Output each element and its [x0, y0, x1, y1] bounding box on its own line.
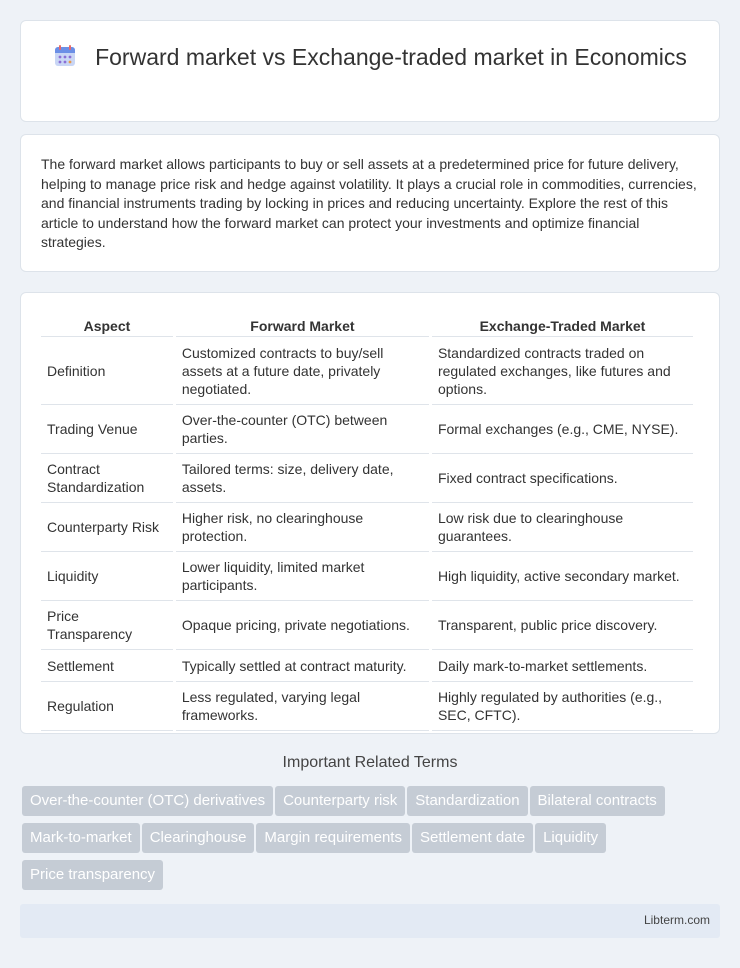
- related-term-tag[interactable]: Counterparty risk: [275, 786, 405, 816]
- header-aspect: Aspect: [41, 315, 173, 337]
- related-term-tag[interactable]: Settlement date: [412, 823, 533, 853]
- cell-forward-market: Customized contracts to buy/sell assets at a future date, privately negotiated.: [176, 337, 429, 405]
- cell-exchange-traded-market: Standardized contracts traded on regulated exchanges, like futures and options.: [432, 337, 693, 405]
- cell-aspect: Trading Venue: [41, 405, 173, 454]
- cell-aspect: Settlement: [41, 650, 173, 682]
- cell-forward-market: Less regulated, varying legal frameworks.: [176, 682, 429, 731]
- cell-exchange-traded-market: Daily mark-to-market settlements.: [432, 650, 693, 682]
- related-terms-title: Important Related Terms: [282, 754, 458, 771]
- cell-exchange-traded-market: Fixed contract specifications.: [432, 454, 693, 503]
- cell-forward-market: Opaque pricing, private negotiations.: [176, 601, 429, 650]
- cell-exchange-traded-market: Highly regulated by authorities (e.g., SEC, CFTC).: [432, 682, 693, 731]
- table-row: [41, 650, 693, 682]
- table-row: [41, 682, 693, 731]
- cell-aspect: Counterparty Risk: [41, 503, 173, 552]
- cell-exchange-traded-market: Formal exchanges (e.g., CME, NYSE).: [432, 405, 693, 454]
- cell-aspect: Regulation: [41, 682, 173, 731]
- comparison-table: [38, 315, 696, 731]
- table-body: [41, 337, 693, 731]
- related-term-tag[interactable]: Liquidity: [535, 823, 606, 853]
- comparison-card: [20, 292, 720, 734]
- cell-forward-market: Higher risk, no clearinghouse protection.: [176, 503, 429, 552]
- cell-aspect: Liquidity: [41, 552, 173, 601]
- cell-forward-market: Tailored terms: size, delivery date, assets.: [176, 454, 429, 503]
- cell-exchange-traded-market: Transparent, public price discovery.: [432, 601, 693, 650]
- intro-card: [20, 134, 720, 272]
- cell-exchange-traded-market: High liquidity, active secondary market.: [432, 552, 693, 601]
- related-term-tag[interactable]: Bilateral contracts: [530, 786, 665, 816]
- related-term-tag[interactable]: Over-the-counter (OTC) derivatives: [22, 786, 273, 816]
- footer-site-link[interactable]: Libterm.com: [643, 913, 710, 927]
- table-row: [41, 454, 693, 503]
- table-header-row: [41, 315, 693, 337]
- related-term-tag[interactable]: Mark-to-market: [22, 823, 140, 853]
- cell-forward-market: Lower liquidity, limited market participants.: [176, 552, 429, 601]
- page-title: Forward market vs Exchange-traded market in Economics: [95, 44, 687, 70]
- footer: [20, 904, 720, 938]
- page-title-wrap: [21, 43, 719, 72]
- cell-forward-market: Over-the-counter (OTC) between parties.: [176, 405, 429, 454]
- related-term-tag[interactable]: Margin requirements: [256, 823, 410, 853]
- header-forward-market: Forward Market: [176, 315, 429, 337]
- related-term-tag[interactable]: Clearinghouse: [142, 823, 255, 853]
- related-term-tag[interactable]: Price transparency: [22, 860, 163, 890]
- table-row: [41, 601, 693, 650]
- calendar-icon: [53, 44, 77, 68]
- header-exchange-traded-market: Exchange-Traded Market: [432, 315, 693, 337]
- table-row: [41, 405, 693, 454]
- table-row: [41, 552, 693, 601]
- related-term-tag[interactable]: Standardization: [407, 786, 527, 816]
- cell-aspect: Contract Standardization: [41, 454, 173, 503]
- table-row: [41, 503, 693, 552]
- table-row: [41, 337, 693, 405]
- cell-aspect: Price Transparency: [41, 601, 173, 650]
- cell-exchange-traded-market: Low risk due to clearinghouse guarantees.: [432, 503, 693, 552]
- cell-forward-market: Typically settled at contract maturity.: [176, 650, 429, 682]
- intro-paragraph: The forward market allows participants to buy or sell assets at a predetermined price for future delivery, helping to manage price risk and hedge against volatility. It plays a crucial role in commodities, currencies, and financial instruments trading by locking in prices and reducing uncertainty. Explore the rest of this article to understand how the forward market can protect your investments and optimize financial strategies.: [41, 156, 697, 250]
- cell-aspect: Definition: [41, 337, 173, 405]
- related-terms-list: [22, 786, 722, 897]
- title-card: [20, 20, 720, 122]
